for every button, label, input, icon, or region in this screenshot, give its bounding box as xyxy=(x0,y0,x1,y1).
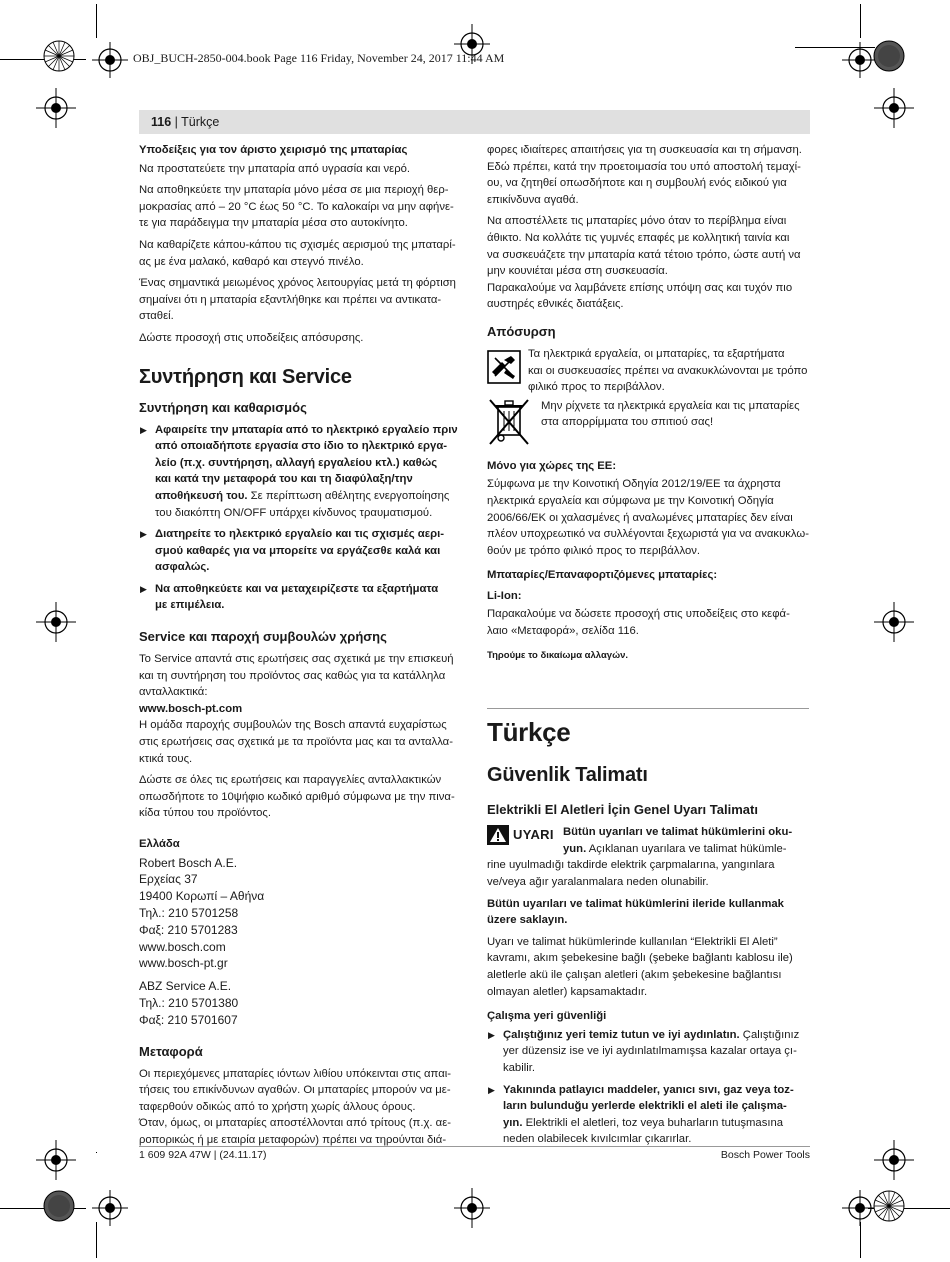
address-line: www.bosch.com xyxy=(139,939,226,954)
disposal-heading: Απόσυρση xyxy=(487,323,556,339)
text-line: ηλεκτρικά εργαλεία και σύμφωνα με την Κοινοτική Οδηγία xyxy=(487,494,774,507)
battery-tip-paragraph xyxy=(139,182,461,232)
workplace-bullet-2-tail: Elektrikli el aletleri, toz veya buharların tutuşmasına xyxy=(522,1116,784,1129)
text-line: Τα ηλεκτρικά εργαλεία, οι μπαταρίες, τα εξαρτήματα xyxy=(528,347,785,360)
crosshair-registration-icon xyxy=(90,1188,130,1228)
warning-bold-line-2: yun. xyxy=(563,842,587,855)
text-line: στα απορρίμματα του σπιτιού σας! xyxy=(541,416,714,429)
workplace-bullet-2-bold-last: yın. xyxy=(503,1116,523,1129)
text-line: Όταν, όμως, οι μπαταρίες αποστέλλονται από τρίτους (π.χ. αε- xyxy=(139,1117,452,1130)
workplace-bullet-2-bold xyxy=(503,1082,809,1115)
text-line: ve/veya ağır yaralanmalara neden olunabilir. xyxy=(487,876,709,889)
text-line: Παρακαλούμε να λαμβάνετε επίσης υπόψη σας και τυχόν πιο xyxy=(487,281,793,294)
text-line: kavramı, akım şebekesine bağlı (şebeke bağlantı kablosu ile) xyxy=(487,952,793,965)
country-heading: Ελλάδα xyxy=(139,838,180,850)
bold-line: λείο (π.χ. συντήρηση, αλλαγή εργαλείου κτλ.) καθώς xyxy=(155,456,438,469)
bold-line: Διατηρείτε το ηλεκτρικό εργαλείο και τις σχισμές αερι- xyxy=(155,528,444,541)
text-line: aletlerle akü ile çalışan aletleri (akım şebekesine bağlantısı xyxy=(487,969,782,981)
crosshair-registration-icon xyxy=(874,88,914,128)
safety-heading: Güvenlik Talimatı xyxy=(487,764,648,787)
address-2 xyxy=(139,978,461,1028)
text-line: πλέον υποχρεωτικό να συλλέγονται ξεχωριστά για να ανακυκλω- xyxy=(487,528,809,541)
warning-tail: Açıklanan uyarılara ve talimat hükümle- xyxy=(586,842,787,855)
bullet-arrow-icon: ▶ xyxy=(140,583,147,594)
maintenance-heading: Συντήρηση και Service xyxy=(139,365,352,388)
crossed-bin-icon xyxy=(487,395,531,447)
transport-cont-2 xyxy=(487,213,809,313)
transport-heading: Μεταφορά xyxy=(139,1043,203,1059)
text-line: κτικά τους. xyxy=(139,752,193,765)
warning-label: UYARI xyxy=(513,826,554,842)
page-number: 116 xyxy=(151,115,172,129)
text-tail: Σε περίπτωση αθέλητης ενεργοποίησης xyxy=(247,489,450,502)
text-line: τήσεις του επικίνδυνων αγαθών. Οι μπαταρίες μπορούν να με- xyxy=(139,1084,451,1097)
bold-line: ların bulunduğu yerlerde elektrikli el aleti ile çalışma- xyxy=(503,1100,787,1113)
general-warning-heading: Elektrikli El Aletleri İçin Genel Uyarı Talimatı xyxy=(487,802,758,818)
text-line: Η ομάδα παροχής συμβουλών της Bosch απαντά ευχαρίστως xyxy=(139,719,447,732)
cleaning-bullet xyxy=(139,581,461,614)
battery-tips xyxy=(139,161,461,347)
address-line: www.bosch-pt.gr xyxy=(139,956,228,971)
section-divider xyxy=(487,708,809,709)
battery-tip-paragraph xyxy=(139,275,461,325)
text-line: neden olabilecek kıvılcımlar çıkarırlar. xyxy=(503,1133,692,1146)
batteries-heading: Μπαταρίες/Επαναφορτιζόμενες μπαταρίες: xyxy=(487,569,718,582)
turkish-heading: Türkçe xyxy=(487,717,571,748)
recycle-tool-icon xyxy=(487,350,521,384)
bullet-arrow-icon: ▶ xyxy=(488,1084,495,1095)
text-line: σταθεί. xyxy=(139,310,174,323)
warning-triangle-icon xyxy=(487,825,509,845)
warning-badge xyxy=(487,825,557,845)
text-line: θούν με τρόπο φιλικό προς το περιβάλλον. xyxy=(487,544,701,557)
keep-instructions xyxy=(487,896,809,929)
text-line: Σύμφωνα με την Κοινοτική Οδηγία 2012/19/ΕΕ τα άχρηστα xyxy=(487,478,781,491)
crosshair-registration-icon xyxy=(874,602,914,642)
file-header: OBJ_BUCH-2850-004.book Page 116 Friday, November 24, 2017 11:44 AM xyxy=(133,51,505,65)
bold-line: σμού καθαρές για να μπορείτε να εργάζεσθε καλά και xyxy=(155,544,441,557)
text-line: του διακόπτη ON/OFF υπάρχει κίνδυνος τραυματισμού. xyxy=(155,506,433,519)
workplace-bullet-1-tail: Çalıştığınız xyxy=(739,1028,800,1041)
text-line: να συσκευάζετε την μπαταρία κατά τέτοιο τρόπο, ώστε αυτή να xyxy=(487,248,801,261)
disposal-block-2 xyxy=(487,398,809,450)
bold-line: üzere saklayın. xyxy=(487,914,568,927)
text-line: μην κουνιέται μέσα στη συσκευασία. xyxy=(487,265,668,278)
bold-line: αποθήκευσή του. xyxy=(155,489,248,502)
text-line: Να αποστέλλετε τις μπαταρίες μόνο όταν το περίβλημα είναι xyxy=(487,215,787,228)
text-line: άθικτο. Να κολλάτε τις γυμνές επαφές με κολλητική ταινία και xyxy=(487,231,790,244)
service-url: www.bosch-pt.com xyxy=(139,702,243,715)
workplace-bullet-1-lead: Çalıştığınız yeri temiz tutun ve iyi aydınlatın. xyxy=(503,1028,740,1041)
text-line: φορες ιδιαίτερες απαιτήσεις για τη συσκευασία και τη σήμανση. xyxy=(487,144,802,156)
address-line: ABZ Service A.E. xyxy=(139,979,232,994)
disposal-text-2 xyxy=(541,398,809,431)
bullet-arrow-icon: ▶ xyxy=(140,529,147,540)
transport-cont-1 xyxy=(487,142,809,208)
cleaning-heading: Συντήρηση και καθαρισμός xyxy=(139,399,307,415)
liion-text xyxy=(487,606,809,639)
footer-rule xyxy=(139,1146,810,1147)
text-line: kabilir. xyxy=(503,1061,536,1074)
bold-line: Αφαιρείτε την μπαταρία από το ηλεκτρικό εργαλείο πριν xyxy=(155,423,458,436)
address-line: Ερχείας 37 xyxy=(139,872,198,887)
text-line: Μην ρίχνετε τα ηλεκτρικά εργαλεία και τις μπαταρίες xyxy=(541,399,800,412)
bold-line: με επιμέλεια. xyxy=(155,599,225,612)
crosshair-registration-icon xyxy=(36,88,76,128)
right-column xyxy=(487,142,809,1153)
text-line: yer düzensiz ise ve iyi aydınlatılmamışsa kazalar ortaya çı- xyxy=(503,1045,797,1058)
workplace-bullet-1-lines xyxy=(503,1043,809,1076)
header-language: Türkçe xyxy=(181,115,220,129)
disposal-text-1 xyxy=(528,346,809,396)
text-line: ταφερθούν οδικώς από το χρήστη χωρίς άλλους όρους. xyxy=(139,1100,416,1113)
disposal-block-1 xyxy=(487,346,809,396)
text-line: Το Service απαντά στις ερωτήσεις σας σχετικά με την επισκευή xyxy=(139,653,454,666)
text-line: Να αποθηκεύετε την μπαταρία μόνο μέσα σε μια περιοχή θερ- xyxy=(139,184,449,197)
text-line: Δώστε σε όλες τις ερωτήσεις και παραγγελίες ανταλλακτικών xyxy=(139,774,442,787)
eu-text xyxy=(487,476,809,559)
address-line: Τηλ.: 210 5701380 xyxy=(139,995,239,1010)
battery-tips-heading: Υποδείξεις για τον άριστο χειρισμό της μπαταρίας xyxy=(139,144,408,156)
halftone-circle-icon xyxy=(43,40,75,72)
bold-line: Bütün uyarıları ve talimat hükümlerini ileride kullanmak xyxy=(487,897,784,910)
page-header-band xyxy=(139,110,810,134)
liion-heading: Li-Ion: xyxy=(487,589,522,602)
text-line: επικίνδυνα αγαθά. xyxy=(487,193,579,206)
text-line: Εδώ πρέπει, κατά την προετοιμασία του υπό αποστολή τεμαχί- xyxy=(487,160,801,173)
battery-tip-paragraph xyxy=(139,237,461,270)
text-line: Uyarı ve talimat hükümlerinde kullanılan “Elektrikli El Aleti” xyxy=(487,935,778,948)
text-line: τε για παράδειγμα την μπαταρία μέσα στο αυτοκίνητο. xyxy=(139,217,408,230)
rights-note: Τηρούμε το δικαίωμα αλλαγών. xyxy=(487,649,629,661)
address-line: Φαξ: 210 5701607 xyxy=(139,1012,238,1027)
address-line: Robert Bosch A.E. xyxy=(139,855,238,870)
left-column xyxy=(139,142,461,1154)
text-line: μοκρασίας από – 20 °C έως 50 °C. Το καλοκαίρι να μην αφήνε- xyxy=(139,200,454,213)
text-line: Να προστατεύετε την μπαταρία από υγρασία και νερό. xyxy=(139,162,411,175)
text-line: στις ερωτήσεις σας σχετικά με τα προϊόντα μας και τα ανταλλα- xyxy=(139,736,453,749)
battery-tip-paragraph xyxy=(139,330,461,347)
text-line: λαιο «Μεταφορά», σελίδα 116. xyxy=(487,625,639,638)
service-text-2 xyxy=(139,717,461,767)
address-line: Φαξ: 210 5701283 xyxy=(139,922,238,937)
bullet-arrow-icon: ▶ xyxy=(488,1029,495,1040)
footer-doc-code: 1 609 92A 47W | (24.11.17) xyxy=(139,1149,267,1161)
text-line: κίδα τύπου του προϊόντος. xyxy=(139,807,272,820)
text-line: φιλικό προς το περιβάλλον. xyxy=(528,381,665,394)
footer-brand: Bosch Power Tools xyxy=(720,1149,810,1161)
service-heading: Service και παροχή συμβουλών χρήσης xyxy=(139,629,387,645)
text-line: Να καθαρίζετε κάπου-κάπου τις σχισμές αερισμού της μπαταρί- xyxy=(139,238,456,251)
text-line: ας με ένα μαλακό, καθαρό και στεγνό πινέλο. xyxy=(139,255,364,268)
address-line: Τηλ.: 210 5701258 xyxy=(139,905,239,920)
cleaning-bullet xyxy=(139,526,461,576)
workplace-bullet-2 xyxy=(487,1082,809,1148)
text-line: και τη συντήρηση του προϊόντος σας καθώς για τα κατάλληλα xyxy=(139,669,446,682)
header-separator: | xyxy=(171,115,182,129)
text-line: ου, να ζητηθεί οπωσδήποτε και η συμβουλή ενός ειδικού για xyxy=(487,177,787,190)
address-line: 19400 Κορωπί – Αθήνα xyxy=(139,889,265,904)
text-line: αυστηρές εθνικές διατάξεις. xyxy=(487,298,624,311)
crosshair-registration-icon xyxy=(36,602,76,642)
text-line: Δώστε προσοχή στις υποδείξεις απόσυρσης. xyxy=(139,331,364,344)
text-line: 2006/66/ΕΚ οι χαλασμένες ή αναλωμένες μπαταρίες δεν είναι xyxy=(487,511,793,524)
warning-bold-line-1: Bütün uyarıları ve talimat hükümlerini oku- xyxy=(563,826,793,839)
bold-line: από οποιαδήποτε εργασία στο ίδιο το ηλεκτρικό εργα- xyxy=(155,440,448,453)
bold-line: ασφαλώς. xyxy=(155,561,210,574)
battery-tip-paragraph xyxy=(139,161,461,178)
address-1 xyxy=(139,855,461,973)
text-line: σημαίνει ότι η μπαταρία εξαντλήθηκε και πρέπει να αντικατα- xyxy=(139,293,442,306)
crosshair-registration-icon xyxy=(36,1140,76,1180)
halftone-circle-icon xyxy=(873,1190,905,1222)
text-line: ροπορικώς ή με εταιρία μεταφορών) πρέπει να τηρούνται διά- xyxy=(139,1133,447,1146)
crosshair-registration-icon xyxy=(452,1188,492,1228)
warning-block xyxy=(487,824,809,890)
text-line: Παρακαλούμε να δώσετε προσοχή στις υποδείξεις στο κεφά- xyxy=(487,608,790,621)
bullet-arrow-icon: ▶ xyxy=(140,424,147,435)
bold-line: Yakınında patlayıcı maddeler, yanıcı sıvı, gaz veya toz- xyxy=(503,1083,794,1096)
text-line: Οι περιεχόμενες μπαταρίες ιόντων λιθίου υπόκεινται στις απαι- xyxy=(139,1067,451,1080)
text-line: rine uyulmadığı takdirde elektrik çarpmalarına, yangınlara xyxy=(487,859,775,872)
warning-text xyxy=(487,857,809,890)
cleaning-bullets xyxy=(139,422,461,615)
halftone-circle-icon xyxy=(43,1190,75,1222)
text-line: και οι συσκευασίες πρέπει να ανακυκλώνονται με τρόπο xyxy=(528,364,808,377)
bold-line: Να αποθηκεύετε και να μεταχειρίζεστε τα εξαρτήματα xyxy=(155,582,439,595)
service-text-3 xyxy=(139,772,461,822)
crosshair-registration-icon xyxy=(874,1140,914,1180)
text-line: Ένας σημαντικά μειωμένος χρόνος λειτουργίας μετά τη φόρτιση xyxy=(139,277,456,290)
service-text-1 xyxy=(139,651,461,701)
text-line: οπωσδήποτε το 10ψήφιο κωδικό αριθμό σύμφωνα με την πινα- xyxy=(139,790,455,803)
workplace-heading: Çalışma yeri güvenliği xyxy=(487,1010,607,1023)
transport-text xyxy=(139,1066,461,1149)
text-line: ανταλλακτικά: xyxy=(139,686,208,699)
workplace-bullet-1 xyxy=(487,1027,809,1077)
halftone-circle-icon xyxy=(873,40,905,72)
eu-heading: Μόνο για χώρες της ΕΕ: xyxy=(487,459,617,472)
text-line: olmayan aletler) kapsamaktadır. xyxy=(487,985,648,998)
bold-line: και κατά την μεταφορά του και τη διαφύλαξη/την xyxy=(155,473,413,486)
cleaning-bullet xyxy=(139,422,461,522)
term-text xyxy=(487,934,809,1000)
page-header xyxy=(151,114,219,130)
crosshair-registration-icon xyxy=(90,40,130,80)
